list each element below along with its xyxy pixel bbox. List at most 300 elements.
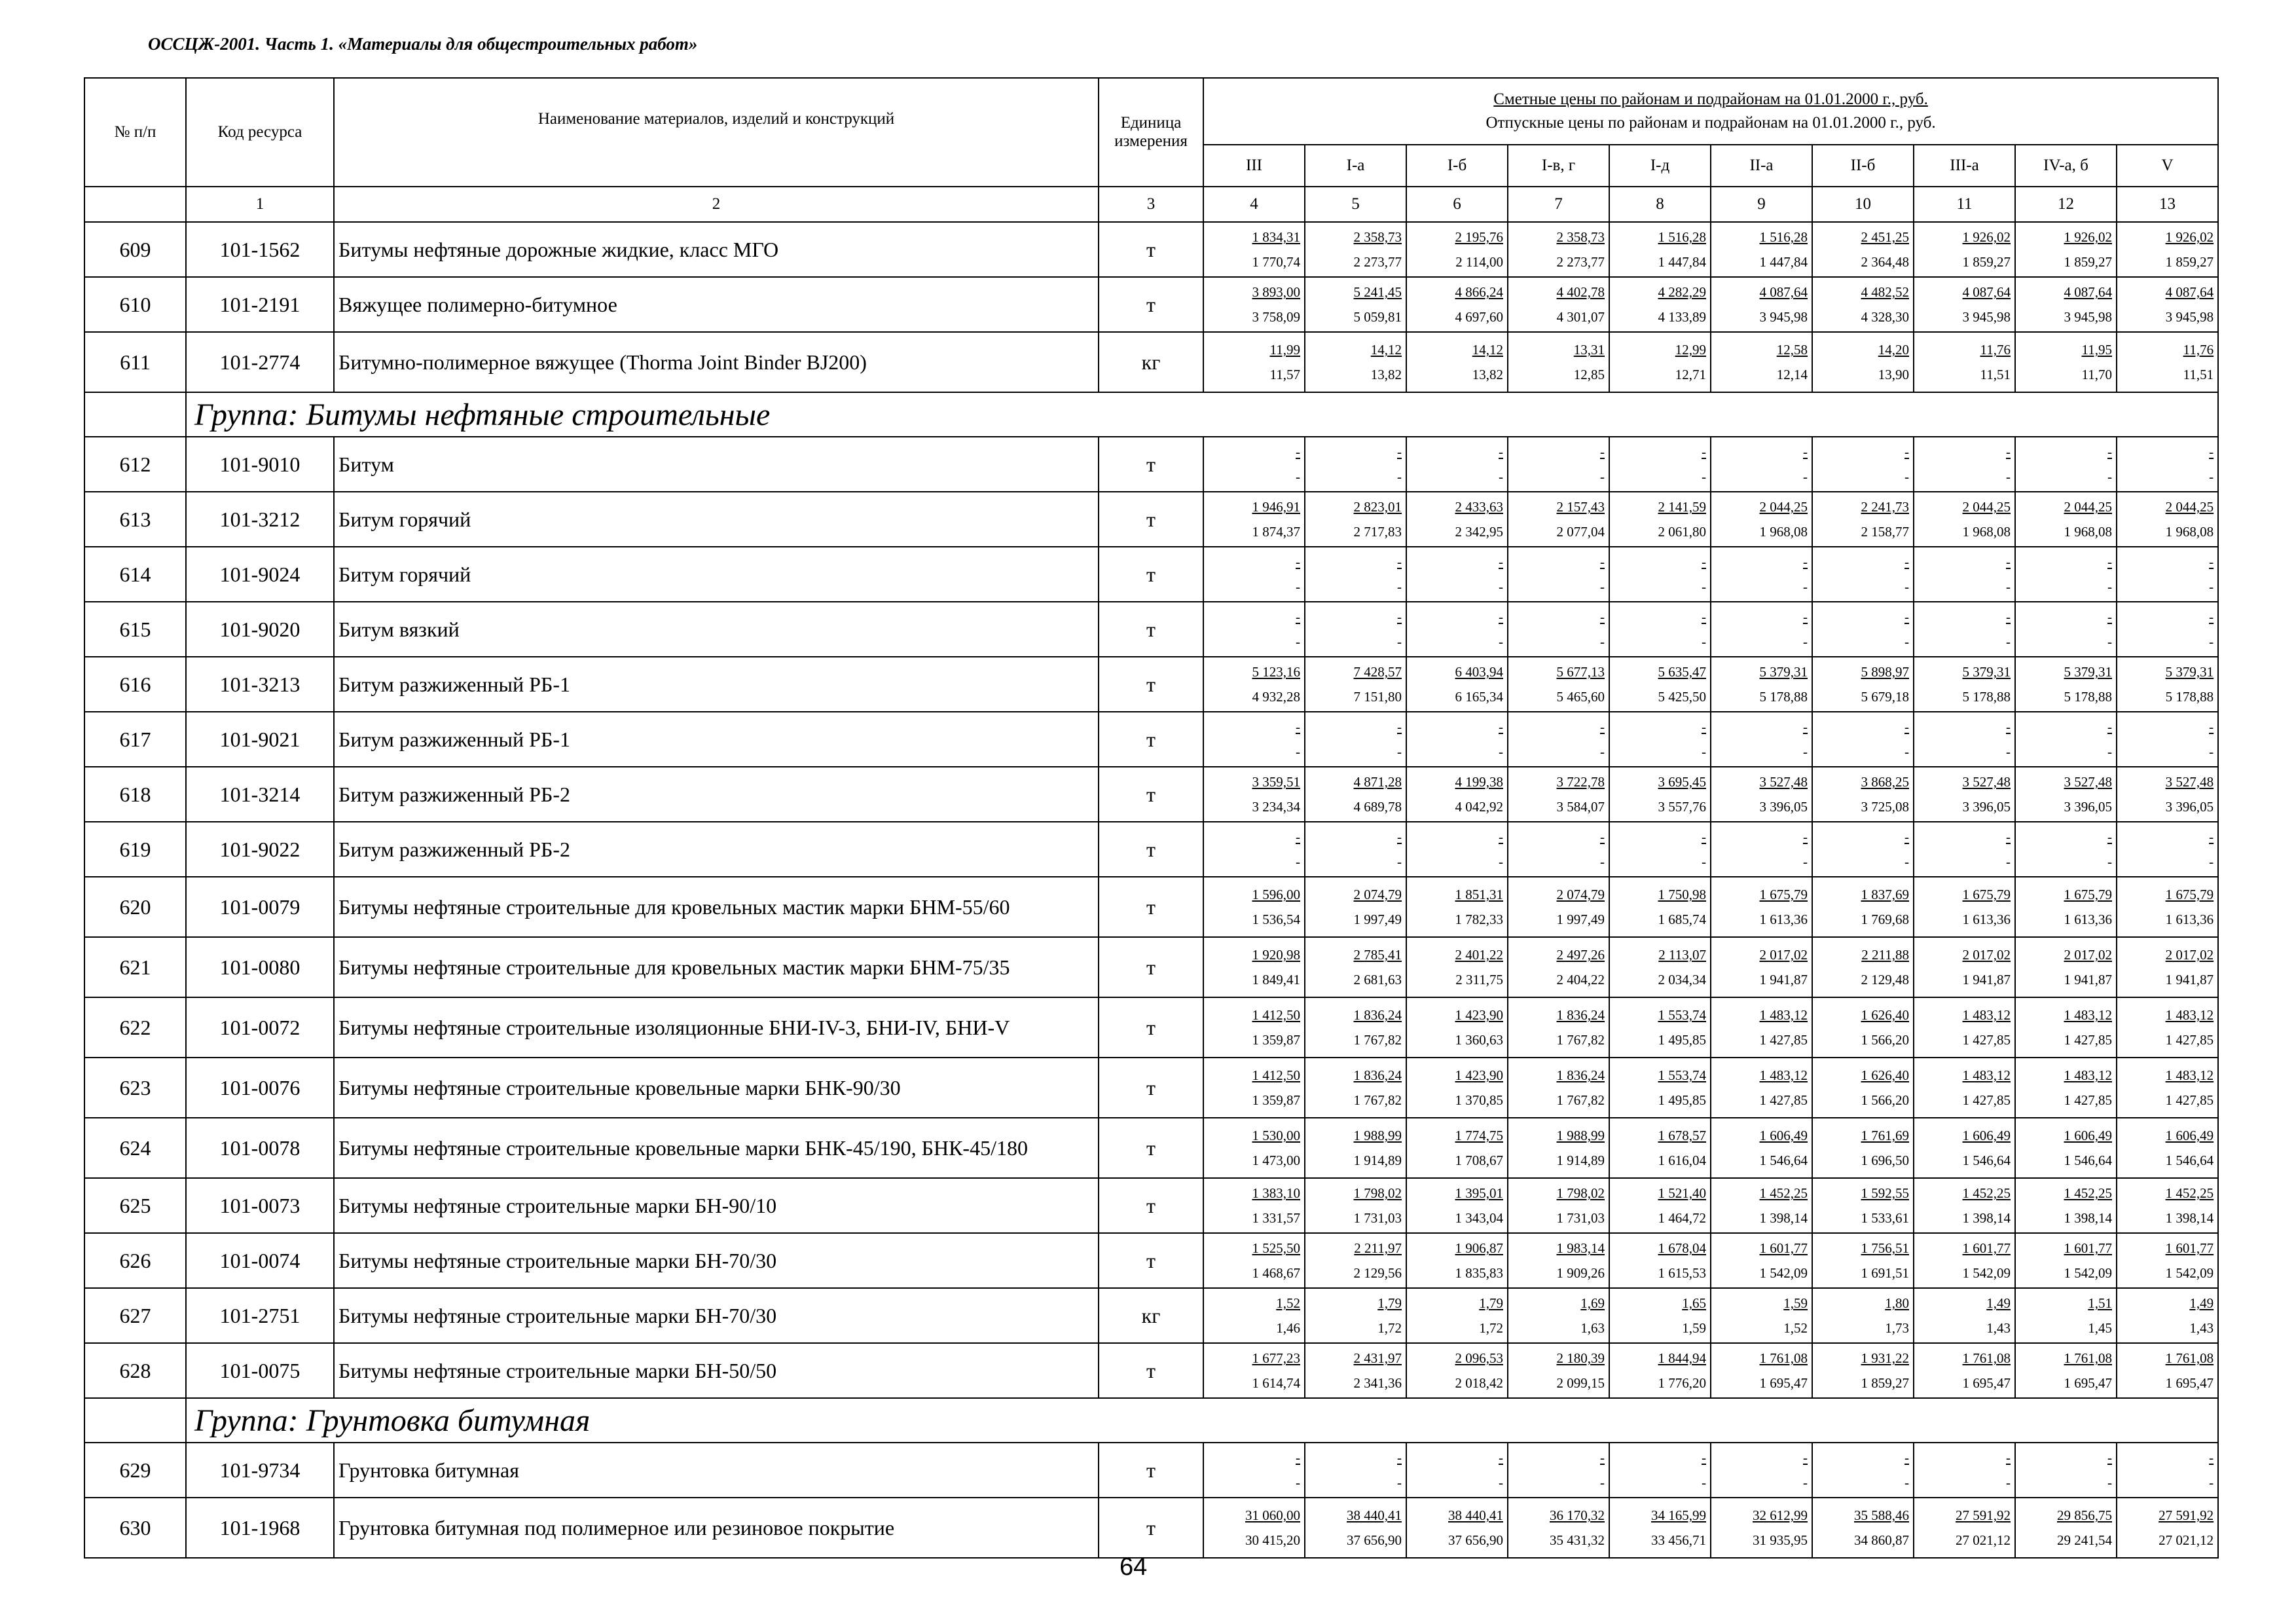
price-cell [1914,1498,2015,1558]
row-number: 610 [84,277,186,332]
release-price: 1 495,85 [1658,1092,1706,1108]
price-cell [1609,937,1711,997]
estimate-price: - [2209,444,2214,460]
estimate-price: - [2107,1450,2112,1466]
release-price: 1 859,27 [1962,254,2011,270]
estimate-price: - [1904,719,1909,735]
release-price: 1,45 [2088,1320,2112,1336]
release-price: 1 427,85 [2064,1032,2112,1048]
estimate-price: - [2209,1450,2214,1466]
price-cell [1711,332,1812,392]
estimate-price: 2 096,53 [1455,1350,1503,1366]
estimate-price: 2 823,01 [1353,499,1402,515]
release-price: 4 301,07 [1556,309,1605,325]
estimate-price: - [1702,1450,1706,1466]
price-cell [1914,1118,2015,1178]
price-cell [1711,492,1812,547]
unit-of-measure: т [1099,997,1203,1058]
estimate-price: 1 530,00 [1252,1128,1300,1143]
estimate-price: 36 170,32 [1550,1507,1605,1523]
release-price: - [1397,469,1402,485]
release-price: 3 758,09 [1252,309,1300,325]
resource-code: 101-9734 [186,1443,334,1498]
estimate-price: 2 017,02 [1962,947,2011,963]
estimate-price: 1 601,77 [1759,1240,1808,1256]
price-cell [1609,767,1711,822]
col-header-prices [1203,78,2218,145]
price-cell [2015,1058,2117,1118]
row-number: 616 [84,657,186,712]
release-price: - [2107,1475,2112,1490]
release-price: 1 767,82 [1556,1092,1605,1108]
estimate-price: 1,65 [1682,1295,1706,1311]
release-price: 3 945,98 [1962,309,2011,325]
row-number: 609 [84,222,186,277]
release-price: 1 769,68 [1861,912,1909,927]
release-price: 5 425,50 [1658,689,1706,705]
unit-of-measure: кг [1099,1288,1203,1343]
release-price: 5 178,88 [1962,689,2011,705]
price-cell [2015,222,2117,277]
release-price: 1 770,74 [1252,254,1300,270]
estimate-price: 1 483,12 [1759,1007,1808,1023]
unit-of-measure: т [1099,1118,1203,1178]
estimate-price: - [1600,554,1605,570]
estimate-price: - [2006,719,2011,735]
unit-of-measure: т [1099,1058,1203,1118]
release-price: - [1702,854,1706,870]
release-price: - [1702,469,1706,485]
release-price: 1 542,09 [1962,1265,2011,1281]
release-price: 2 114,00 [1455,254,1503,270]
price-cell [1305,1498,1406,1558]
release-price: 1 533,61 [1861,1210,1909,1226]
table-row [84,822,2218,877]
price-cell [2117,1343,2218,1398]
release-price: - [1904,634,1909,650]
price-cell [1812,712,1914,767]
release-price: 5 465,60 [1556,689,1605,705]
price-cell [1711,877,1812,937]
price-cell [2117,822,2218,877]
price-cell [1508,602,1609,657]
release-price: 1 997,49 [1353,912,1402,927]
estimate-price: 1 592,55 [1861,1185,1909,1201]
release-price: 1 616,04 [1658,1153,1706,1168]
release-price: 2 061,80 [1658,524,1706,540]
release-price: - [2107,469,2112,485]
estimate-price: - [1702,444,1706,460]
price-cell [1406,1178,1508,1233]
estimate-price: - [1600,829,1605,845]
material-name: Грунтовка битумная [334,1443,1099,1498]
estimate-price: 14,12 [1472,342,1503,358]
release-price: 31 935,95 [1753,1532,1808,1548]
material-name: Битумы нефтяные дорожные жидкие, класс МГО [334,222,1099,277]
estimate-price: 1 483,12 [1962,1067,2011,1083]
region-header: I-а [1305,145,1406,187]
price-cell [1203,997,1305,1058]
price-cell [1812,937,1914,997]
table-row [84,877,2218,937]
price-cell [1305,1058,1406,1118]
price-cell [1914,602,2015,657]
release-price: 3 396,05 [2165,799,2214,815]
price-cell [1812,437,1914,492]
release-price: 1 968,08 [1759,524,1808,540]
release-price: - [1702,744,1706,760]
estimate-price: - [1397,719,1402,735]
estimate-price: 1 983,14 [1556,1240,1605,1256]
estimate-price: - [2006,554,2011,570]
material-name: Битум разжиженный РБ-1 [334,657,1099,712]
price-cell [1711,437,1812,492]
release-price: - [1296,579,1300,595]
estimate-price: - [1904,554,1909,570]
estimate-price: 1 946,91 [1252,499,1300,515]
release-price: 1 398,14 [1962,1210,2011,1226]
estimate-price: 1 452,25 [1962,1185,2011,1201]
estimate-price: 1 851,31 [1455,887,1503,902]
release-price: 1 914,89 [1556,1153,1605,1168]
col-header-name: Наименование материалов, изделий и конструкций [334,78,1099,187]
estimate-price: 4 087,64 [2165,284,2214,300]
price-cell [1812,657,1914,712]
price-cell [1305,437,1406,492]
release-price: 27 021,12 [1956,1532,2011,1548]
release-price: 1 613,36 [2165,912,2214,927]
table-row [84,1233,2218,1288]
column-number: 4 [1203,187,1305,222]
table-row [84,547,2218,602]
price-cell [1812,277,1914,332]
price-cell [1609,332,1711,392]
estimate-price: 1,69 [1580,1295,1605,1311]
resource-code: 101-2774 [186,332,334,392]
release-price: 2 342,95 [1455,524,1503,540]
row-number: 612 [84,437,186,492]
price-cell [1812,1288,1914,1343]
column-number: 13 [2117,187,2218,222]
estimate-price: - [1296,719,1300,735]
release-price: 1 546,64 [2165,1153,2214,1168]
estimate-price: 2 785,41 [1353,947,1402,963]
price-cell [1914,997,2015,1058]
release-price: 11,57 [1269,367,1300,382]
column-number: 5 [1305,187,1406,222]
estimate-price: 1 678,04 [1658,1240,1706,1256]
column-number: 8 [1609,187,1711,222]
price-cell [1711,1288,1812,1343]
estimate-price: - [1803,1450,1808,1466]
estimate-price: 2 211,88 [1861,947,1909,963]
release-price: 1 331,57 [1252,1210,1300,1226]
estimate-price: 1 553,74 [1658,1067,1706,1083]
resource-code: 101-0074 [186,1233,334,1288]
release-price: 13,90 [1878,367,1909,382]
price-cell [1812,822,1914,877]
estimate-price: 1 601,77 [2064,1240,2112,1256]
price-cell [1711,712,1812,767]
price-cell [1711,997,1812,1058]
price-cell [1305,937,1406,997]
release-price: 2 129,56 [1353,1265,1402,1281]
price-cell [1508,1343,1609,1398]
release-price: 4 133,89 [1658,309,1706,325]
release-price: 1 427,85 [2064,1092,2112,1108]
release-price: 1,72 [1377,1320,1402,1336]
estimate-price: - [1600,444,1605,460]
price-cell [1812,547,1914,602]
estimate-price: 11,99 [1269,342,1300,358]
estimate-price: - [1702,719,1706,735]
release-price: - [2209,744,2214,760]
estimate-price: 1 516,28 [1658,229,1706,245]
row-number: 618 [84,767,186,822]
row-number: 629 [84,1443,186,1498]
estimate-price: 2 180,39 [1556,1350,1605,1366]
estimate-price: 1 483,12 [2165,1007,2214,1023]
estimate-price: 5 379,31 [2165,664,2214,680]
table-row [84,1118,2218,1178]
estimate-price: 5 123,16 [1252,664,1300,680]
table-row [84,277,2218,332]
release-price: - [2107,744,2112,760]
estimate-price: 31 060,00 [1245,1507,1300,1523]
price-cell [1203,602,1305,657]
material-name: Битумы нефтяные строительные для кровельных мастик марки БНМ-55/60 [334,877,1099,937]
estimate-price: 1 750,98 [1658,887,1706,902]
release-price: 1 613,36 [1759,912,1808,927]
price-cell [1812,492,1914,547]
estimate-price: 2 497,26 [1556,947,1605,963]
estimate-price: 2 211,97 [1354,1240,1402,1256]
release-price: 3 584,07 [1556,799,1605,815]
price-cell [2117,1058,2218,1118]
price-cell [1609,1058,1711,1118]
resource-code: 101-9021 [186,712,334,767]
estimate-price: - [2006,829,2011,845]
unit-of-measure: кг [1099,332,1203,392]
release-price: 1 695,47 [2165,1375,2214,1391]
material-name: Битум [334,437,1099,492]
price-cell [2117,547,2218,602]
column-number: 2 [334,187,1099,222]
price-cell [1914,222,2015,277]
release-price: 2 364,48 [1861,254,1909,270]
price-cell [1812,1343,1914,1398]
price-cell [1711,1498,1812,1558]
release-price: - [2209,469,2214,485]
estimate-price: 3 893,00 [1252,284,1300,300]
price-cell [1609,712,1711,767]
price-cell [1203,437,1305,492]
release-price: 1,52 [1783,1320,1808,1336]
release-price: 37 656,90 [1347,1532,1402,1548]
release-price: 1 360,63 [1455,1032,1503,1048]
release-price: 1 782,33 [1455,912,1503,927]
price-cell [1812,1498,1914,1558]
estimate-price: - [1296,1450,1300,1466]
release-price: - [1499,854,1503,870]
estimate-price: 1 452,25 [2064,1185,2112,1201]
estimate-price: - [1499,719,1503,735]
estimate-price: 2 074,79 [1556,887,1605,902]
estimate-price: 2 451,25 [1861,229,1909,245]
table-row [84,492,2218,547]
release-price: 1 546,64 [2064,1153,2112,1168]
table-row [84,1178,2218,1233]
resource-code: 101-9020 [186,602,334,657]
release-price: 1 427,85 [1962,1032,2011,1048]
release-price: 1 427,85 [1962,1092,2011,1108]
estimate-price: 1 906,87 [1455,1240,1503,1256]
table-row [84,767,2218,822]
unit-of-measure: т [1099,1343,1203,1398]
resource-code: 101-0072 [186,997,334,1058]
release-price: 3 945,98 [2064,309,2112,325]
estimate-price: 6 403,94 [1455,664,1503,680]
price-cell [1914,277,2015,332]
price-cell [2015,767,2117,822]
release-price: 3 396,05 [2064,799,2112,815]
estimate-price: 1 525,50 [1252,1240,1300,1256]
release-price: - [1702,579,1706,595]
estimate-price: 1,49 [2189,1295,2214,1311]
price-cell [1305,767,1406,822]
column-number: 6 [1406,187,1508,222]
price-cell [1609,1233,1711,1288]
price-cell [2015,1178,2117,1233]
release-price: - [1803,634,1808,650]
unit-of-measure: т [1099,1233,1203,1288]
estimate-price: 1 606,49 [2064,1128,2112,1143]
table-row [84,657,2218,712]
material-name: Битумы нефтяные строительные марки БН-50/50 [334,1343,1099,1398]
price-cell [1812,1443,1914,1498]
price-cell [1406,997,1508,1058]
release-price: 1 767,82 [1353,1032,1402,1048]
resource-code: 101-3213 [186,657,334,712]
estimate-price: 1 761,69 [1861,1128,1909,1143]
estimate-price: 1 423,90 [1455,1007,1503,1023]
price-cell [1711,1443,1812,1498]
row-number: 617 [84,712,186,767]
price-cell [1812,222,1914,277]
price-cell [2117,1443,2218,1498]
release-price: 4 932,28 [1252,689,1300,705]
price-title-estimate: Сметные цены по районам и подрайонам на 01.01.2000 г., руб. [1493,90,1928,108]
release-price: 2 018,42 [1455,1375,1503,1391]
price-cell [1406,492,1508,547]
estimate-price: 1 606,49 [1962,1128,2011,1143]
estimate-price: 1 988,99 [1353,1128,1402,1143]
estimate-price: - [1296,829,1300,845]
release-price: 1 398,14 [2064,1210,2112,1226]
resource-code: 101-9022 [186,822,334,877]
price-cell [1609,657,1711,712]
release-price: 1 859,27 [2064,254,2112,270]
release-price: 1 968,08 [2165,524,2214,540]
estimate-price: 13,31 [1573,342,1605,358]
release-price: 1 849,41 [1252,972,1300,987]
estimate-price: 1 920,98 [1252,947,1300,963]
release-price: 1 997,49 [1556,912,1605,927]
price-cell [2015,997,2117,1058]
price-cell [2015,1343,2117,1398]
release-price: - [1904,579,1909,595]
estimate-price: - [1600,609,1605,625]
price-cell [1812,997,1914,1058]
unit-of-measure: т [1099,1443,1203,1498]
estimate-price: 1 516,28 [1759,229,1808,245]
release-price: 1 695,47 [2064,1375,2112,1391]
release-price: - [1499,469,1503,485]
release-price: 1 542,09 [1759,1265,1808,1281]
release-price: 5 178,88 [2064,689,2112,705]
estimate-price: 11,76 [1980,342,2011,358]
price-cell [1305,712,1406,767]
row-number: 622 [84,997,186,1058]
table-row [84,332,2218,392]
price-cell [1711,222,1812,277]
estimate-price: - [1904,829,1909,845]
col-header-num: № п/п [84,78,186,187]
price-cell [1406,547,1508,602]
price-cell [1406,437,1508,492]
resource-code: 101-1968 [186,1498,334,1558]
resource-code: 101-3212 [186,492,334,547]
release-price: 2 129,48 [1861,972,1909,987]
group-num-cell [84,1398,186,1443]
release-price: 37 656,90 [1448,1532,1503,1548]
estimate-price: 1,52 [1276,1295,1300,1311]
release-price: - [2006,1475,2011,1490]
release-price: 1 731,03 [1353,1210,1402,1226]
estimate-price: 4 282,29 [1658,284,1706,300]
estimate-price: 27 591,92 [2159,1507,2214,1523]
estimate-price: 12,58 [1776,342,1808,358]
price-cell [1305,547,1406,602]
price-cell [2117,877,2218,937]
release-price: 2 681,63 [1353,972,1402,987]
release-price: 1 691,51 [1861,1265,1909,1281]
estimate-price: 1 412,50 [1252,1007,1300,1023]
price-cell [2015,937,2117,997]
price-cell [1203,277,1305,332]
price-cell [1914,1233,2015,1288]
release-price: 1 615,53 [1658,1265,1706,1281]
release-price: 11,51 [1980,367,2011,382]
price-cell [1508,997,1609,1058]
release-price: - [2209,854,2214,870]
estimate-price: 2 113,07 [1658,947,1706,963]
price-cell [2117,997,2218,1058]
estimate-price: - [1600,719,1605,735]
price-cell [1609,1288,1711,1343]
row-number: 630 [84,1498,186,1558]
estimate-price: 3 695,45 [1658,774,1706,790]
estimate-price: 1 836,24 [1556,1007,1605,1023]
estimate-price: - [2209,719,2214,735]
release-price: 1 495,85 [1658,1032,1706,1048]
material-name: Битумно-полимерное вяжущее (Thorma Joint Binder BJ200) [334,332,1099,392]
release-price: 4 689,78 [1353,799,1402,815]
release-price: 1 914,89 [1353,1153,1402,1168]
price-cell [1609,222,1711,277]
release-price: 6 165,34 [1455,689,1503,705]
estimate-price: 2 044,25 [2165,499,2214,515]
